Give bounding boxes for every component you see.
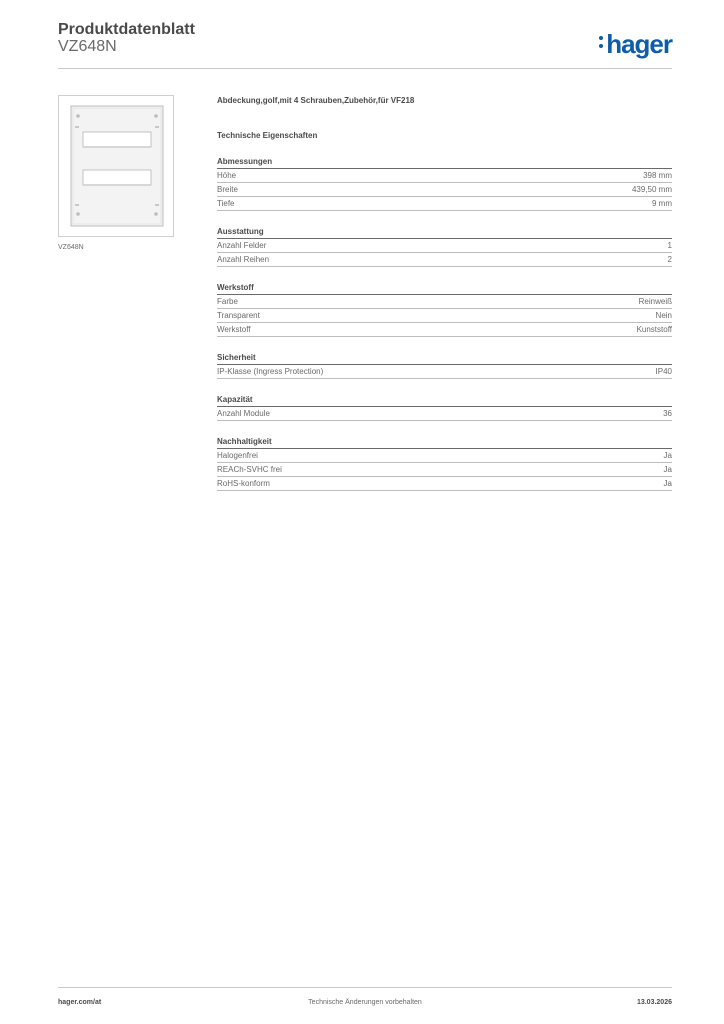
property-row bbox=[217, 449, 672, 463]
property-row bbox=[217, 323, 672, 337]
group-title: Kapazität bbox=[217, 395, 672, 407]
group-title: Nachhaltigkeit bbox=[217, 437, 672, 449]
property-value: 398 mm bbox=[643, 171, 672, 180]
property-label: Breite bbox=[217, 185, 238, 194]
property-row bbox=[217, 407, 672, 421]
property-value: 9 mm bbox=[652, 199, 672, 208]
property-label: REACh-SVHC frei bbox=[217, 465, 282, 474]
property-label: RoHS-konform bbox=[217, 479, 270, 488]
footer-website-link[interactable]: hager.com/at bbox=[58, 999, 102, 1006]
property-label: IP-Klasse (Ingress Protection) bbox=[217, 367, 324, 376]
property-value: Reinweiß bbox=[638, 297, 672, 306]
product-description: Abdeckung,golf,mit 4 Schrauben,Zubehör,für VF218 bbox=[217, 96, 415, 105]
property-value: 2 bbox=[667, 255, 672, 264]
property-row bbox=[217, 309, 672, 323]
group-title: Sicherheit bbox=[217, 353, 672, 365]
property-value: Ja bbox=[663, 479, 672, 488]
cover-plate-illustration bbox=[59, 96, 173, 236]
logo-dots-icon bbox=[599, 36, 603, 48]
property-group bbox=[217, 353, 672, 379]
property-value: 1 bbox=[667, 241, 672, 250]
property-value: Ja bbox=[663, 465, 672, 474]
property-group bbox=[217, 283, 672, 337]
property-value: Nein bbox=[655, 311, 672, 320]
footer-divider bbox=[58, 987, 672, 988]
property-label: Transparent bbox=[217, 311, 260, 320]
property-group bbox=[217, 395, 672, 421]
property-row bbox=[217, 463, 672, 477]
property-label: Anzahl Module bbox=[217, 409, 270, 418]
property-row bbox=[217, 365, 672, 379]
group-title: Werkstoff bbox=[217, 283, 672, 295]
image-caption: VZ648N bbox=[58, 244, 84, 251]
group-title: Ausstattung bbox=[217, 227, 672, 239]
product-image bbox=[58, 95, 174, 237]
property-group bbox=[217, 227, 672, 267]
section-heading: Technische Eigenschaften bbox=[217, 131, 318, 140]
logo-text: hager bbox=[606, 29, 672, 59]
property-row bbox=[217, 183, 672, 197]
property-row bbox=[217, 169, 672, 183]
property-value: IP40 bbox=[655, 367, 672, 376]
property-row bbox=[217, 197, 672, 211]
property-label: Anzahl Felder bbox=[217, 241, 267, 250]
footer-disclaimer: Technische Änderungen vorbehalten bbox=[308, 999, 422, 1006]
property-group bbox=[217, 157, 672, 211]
property-value: Ja bbox=[663, 451, 672, 460]
property-value: 36 bbox=[663, 409, 672, 418]
page-title: Produktdatenblatt bbox=[58, 21, 195, 38]
property-label: Halogenfrei bbox=[217, 451, 258, 460]
property-row bbox=[217, 295, 672, 309]
property-value: Kunststoff bbox=[636, 325, 672, 334]
property-label: Tiefe bbox=[217, 199, 235, 208]
property-group bbox=[217, 437, 672, 491]
hager-logo bbox=[599, 27, 672, 57]
footer-date: 13.03.2026 bbox=[636, 999, 672, 1006]
property-row bbox=[217, 477, 672, 491]
header-divider bbox=[58, 68, 672, 69]
property-label: Farbe bbox=[217, 297, 238, 306]
property-label: Anzahl Reihen bbox=[217, 255, 270, 264]
property-label: Werkstoff bbox=[217, 325, 251, 334]
product-details bbox=[217, 95, 672, 491]
property-row bbox=[217, 239, 672, 253]
group-title: Abmessungen bbox=[217, 157, 672, 169]
property-value: 439,50 mm bbox=[631, 185, 672, 194]
property-groups bbox=[217, 157, 672, 491]
property-label: Höhe bbox=[217, 171, 237, 180]
property-row bbox=[217, 253, 672, 267]
product-code: VZ648N bbox=[58, 38, 117, 55]
